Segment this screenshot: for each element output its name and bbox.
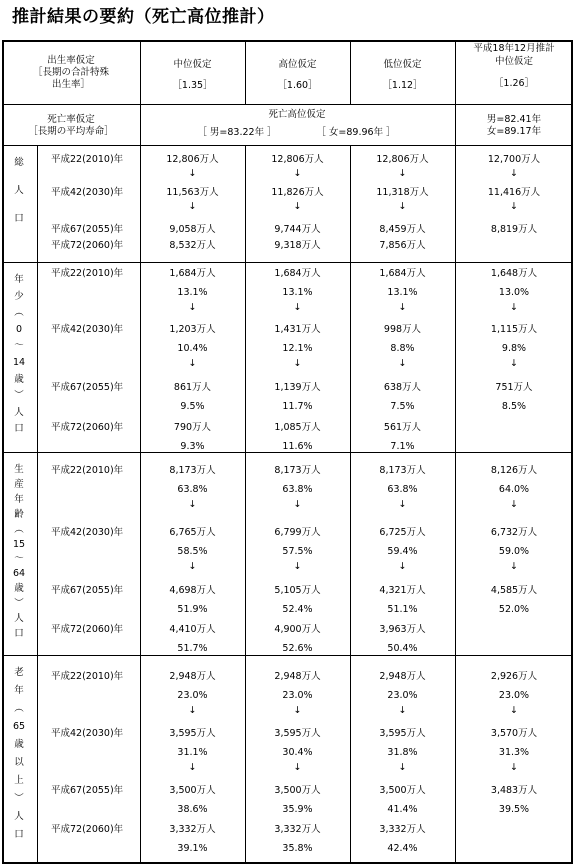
share-value-ref: 64.0% bbox=[498, 484, 530, 495]
arrow-down: ↓ bbox=[293, 168, 302, 179]
arrow-down: ↓ bbox=[293, 358, 302, 369]
share-value-ref: 13.0% bbox=[498, 287, 530, 298]
reference-mortality-female: 女=89.17年 bbox=[486, 126, 542, 137]
col-divider-section bbox=[37, 145, 38, 862]
population-value-ref: 751万人 bbox=[495, 382, 533, 393]
share-value-high: 11.6% bbox=[282, 441, 313, 452]
section-label-char: ︶ bbox=[14, 793, 24, 804]
share-value-ref: 52.0% bbox=[498, 604, 530, 615]
population-value-low: 4,321万人 bbox=[379, 585, 426, 596]
share-value-medium: 38.6% bbox=[177, 804, 208, 815]
section-label-char: 年 bbox=[14, 274, 24, 285]
section-label-char: 口 bbox=[14, 213, 24, 224]
reference-value: ［1.26］ bbox=[493, 78, 535, 89]
section-label-char: ︶ bbox=[14, 390, 24, 402]
section-label-char: ～ bbox=[14, 340, 24, 352]
value-medium: 9,058万人 bbox=[169, 224, 216, 235]
arrow-down: ↓ bbox=[510, 705, 518, 716]
arrow-down: ↓ bbox=[398, 499, 407, 510]
value-high: 9,318万人 bbox=[274, 240, 321, 251]
year-label: 平成72(2060)年 bbox=[51, 422, 124, 433]
population-value-high: 5,105万人 bbox=[274, 585, 321, 596]
arrow-down: ↓ bbox=[510, 561, 518, 572]
section-label-char: 歳 bbox=[14, 583, 24, 595]
share-value-medium: 63.8% bbox=[177, 484, 208, 495]
mortality-male: ［ 男=83.22年 ］ bbox=[197, 127, 277, 138]
document-title: 推計結果の要約（死亡高位推計） bbox=[12, 7, 275, 27]
value-low: 8,459万人 bbox=[379, 224, 426, 235]
mortality-assumption-label-2: ［長期の平均寿命］ bbox=[28, 126, 114, 137]
section-label-char: 少 bbox=[14, 290, 24, 302]
share-value-high: 63.8% bbox=[282, 484, 313, 495]
section-label-char: ︵ bbox=[14, 523, 24, 535]
section-label-char: ︵ bbox=[14, 703, 24, 714]
share-value-high: 12.1% bbox=[282, 343, 313, 354]
section-label-char: 人 bbox=[14, 811, 24, 822]
section-label-char: 15 bbox=[12, 538, 26, 550]
arrow-down: ↓ bbox=[510, 302, 518, 313]
section-label-char: 0 bbox=[15, 323, 23, 335]
section-label-char: 14 bbox=[12, 356, 26, 368]
share-value-ref: 9.8% bbox=[501, 343, 527, 354]
section-label-char: 年 bbox=[14, 685, 24, 696]
share-value-medium: 51.7% bbox=[177, 643, 208, 654]
year-label: 平成67(2055)年 bbox=[51, 785, 124, 796]
population-value-high: 1,431万人 bbox=[274, 324, 321, 335]
table-border-top bbox=[2, 40, 573, 42]
section-label-char: 齢 bbox=[14, 508, 24, 520]
arrow-down: ↓ bbox=[188, 561, 197, 572]
scenario-label-low: 低位仮定 bbox=[383, 59, 422, 70]
share-value-low: 7.5% bbox=[390, 401, 415, 412]
population-value-low: 1,684万人 bbox=[379, 268, 426, 279]
share-value-low: 23.0% bbox=[387, 690, 418, 701]
arrow-down: ↓ bbox=[293, 705, 302, 716]
section-divider-3 bbox=[2, 655, 573, 656]
mortality-female: ［ 女=89.96年 ］ bbox=[316, 127, 396, 138]
share-value-low: 8.8% bbox=[390, 343, 415, 354]
table-border-right bbox=[571, 40, 573, 862]
section-label-char: 65 bbox=[12, 721, 26, 732]
birth-assumption-label-3: 出生率］ bbox=[51, 79, 91, 90]
table-border-left bbox=[2, 40, 4, 862]
share-value-high: 30.4% bbox=[282, 747, 313, 758]
share-value-low: 51.1% bbox=[387, 604, 418, 615]
population-value-medium: 6,765万人 bbox=[169, 527, 216, 538]
share-value-low: 13.1% bbox=[387, 287, 418, 298]
arrow-down: ↓ bbox=[510, 168, 518, 179]
share-value-high: 52.6% bbox=[282, 643, 313, 654]
arrow-down: ↓ bbox=[398, 358, 407, 369]
value-low: 12,806万人 bbox=[376, 154, 429, 165]
share-value-high: 57.5% bbox=[282, 546, 313, 557]
mortality-high-label: 死亡高位仮定 bbox=[268, 109, 326, 120]
arrow-down: ↓ bbox=[188, 168, 197, 179]
population-value-high: 1,139万人 bbox=[274, 382, 321, 393]
population-value-ref: 8,126万人 bbox=[490, 465, 538, 476]
arrow-down: ↓ bbox=[188, 705, 197, 716]
section-label-char: ︵ bbox=[14, 307, 24, 319]
year-label: 平成22(2010)年 bbox=[51, 465, 124, 476]
scenario-value-medium: ［1.35］ bbox=[172, 80, 213, 91]
share-value-medium: 31.1% bbox=[177, 747, 208, 758]
value-ref: 12,700万人 bbox=[487, 154, 541, 165]
share-value-medium: 9.5% bbox=[180, 401, 205, 412]
section-label-char: 産 bbox=[14, 478, 24, 490]
reference-mortality-male: 男=82.41年 bbox=[486, 114, 542, 125]
scenario-label-high: 高位仮定 bbox=[278, 59, 317, 70]
col-divider-high bbox=[350, 145, 351, 862]
share-value-medium: 10.4% bbox=[177, 343, 208, 354]
header-divider-1 bbox=[2, 104, 573, 105]
population-value-high: 1,684万人 bbox=[274, 268, 321, 279]
reference-sublabel: 中位仮定 bbox=[494, 56, 534, 67]
share-value-low: 63.8% bbox=[387, 484, 418, 495]
arrow-down: ↓ bbox=[510, 201, 518, 212]
arrow-down: ↓ bbox=[188, 201, 197, 212]
arrow-down: ↓ bbox=[510, 358, 518, 369]
section-label-char: 総 bbox=[14, 157, 24, 168]
population-value-ref: 1,115万人 bbox=[490, 324, 538, 335]
year-label: 平成72(2060)年 bbox=[51, 240, 124, 251]
share-value-ref: 39.5% bbox=[498, 804, 530, 815]
section-label-char: 老 bbox=[14, 667, 24, 678]
value-low: 11,318万人 bbox=[376, 187, 429, 198]
value-ref: 8,819万人 bbox=[490, 224, 538, 235]
arrow-down: ↓ bbox=[293, 561, 302, 572]
value-medium: 11,563万人 bbox=[166, 187, 219, 198]
population-value-low: 3,332万人 bbox=[379, 824, 426, 835]
section-label-char: 人 bbox=[14, 185, 24, 196]
population-value-medium: 4,410万人 bbox=[169, 624, 216, 635]
section-label-char: 64 bbox=[12, 568, 26, 580]
population-value-medium: 861万人 bbox=[173, 382, 212, 393]
value-medium: 12,806万人 bbox=[166, 154, 219, 165]
col-divider-med bbox=[245, 145, 246, 862]
population-value-medium: 3,332万人 bbox=[169, 824, 216, 835]
population-value-medium: 1,203万人 bbox=[169, 324, 216, 335]
population-value-low: 2,948万人 bbox=[379, 671, 426, 682]
population-value-medium: 4,698万人 bbox=[169, 585, 216, 596]
year-label: 平成67(2055)年 bbox=[51, 382, 124, 393]
population-value-low: 3,500万人 bbox=[379, 785, 426, 796]
value-medium: 8,532万人 bbox=[169, 240, 216, 251]
year-label: 平成67(2055)年 bbox=[51, 585, 124, 596]
share-value-medium: 9.3% bbox=[180, 441, 205, 452]
population-value-low: 561万人 bbox=[383, 422, 422, 433]
population-value-low: 3,595万人 bbox=[379, 728, 426, 739]
section-divider-1 bbox=[2, 262, 573, 263]
section-label-char: 人 bbox=[14, 406, 24, 418]
arrow-down: ↓ bbox=[188, 762, 197, 773]
section-label-char: 口 bbox=[14, 423, 24, 435]
population-value-high: 1,085万人 bbox=[274, 422, 321, 433]
year-label: 平成72(2060)年 bbox=[51, 624, 124, 635]
population-value-medium: 1,684万人 bbox=[169, 268, 216, 279]
share-value-low: 41.4% bbox=[387, 804, 418, 815]
section-label-char: 歳 bbox=[14, 739, 24, 750]
year-label: 平成22(2010)年 bbox=[51, 154, 124, 165]
population-value-ref: 2,926万人 bbox=[490, 671, 538, 682]
population-value-medium: 790万人 bbox=[173, 422, 212, 433]
population-value-medium: 3,595万人 bbox=[169, 728, 216, 739]
section-label-0 bbox=[12, 157, 26, 241]
col-divider-low bbox=[455, 40, 456, 862]
arrow-down: ↓ bbox=[398, 762, 407, 773]
section-label-char: 人 bbox=[14, 613, 24, 625]
section-label-2 bbox=[12, 464, 26, 643]
share-value-high: 35.9% bbox=[282, 804, 313, 815]
share-value-high: 52.4% bbox=[282, 604, 313, 615]
arrow-down: ↓ bbox=[293, 302, 302, 313]
year-label: 平成42(2030)年 bbox=[51, 187, 124, 198]
arrow-down: ↓ bbox=[293, 201, 302, 212]
year-label: 平成22(2010)年 bbox=[51, 671, 124, 682]
value-low: 7,856万人 bbox=[379, 240, 426, 251]
scenario-value-high: ［1.60］ bbox=[277, 80, 318, 91]
reference-label: 平成18年12月推計 bbox=[473, 43, 555, 54]
header-divider-2 bbox=[2, 145, 573, 146]
share-value-medium: 13.1% bbox=[177, 287, 208, 298]
section-label-char: 以 bbox=[14, 757, 24, 768]
arrow-down: ↓ bbox=[293, 499, 302, 510]
col-divider-year bbox=[140, 40, 141, 862]
share-value-ref: 59.0% bbox=[498, 546, 530, 557]
col-divider-med-header bbox=[245, 40, 246, 104]
share-value-low: 31.8% bbox=[387, 747, 418, 758]
arrow-down: ↓ bbox=[398, 302, 407, 313]
population-value-ref: 3,570万人 bbox=[490, 728, 538, 739]
population-value-medium: 3,500万人 bbox=[169, 785, 216, 796]
share-value-high: 35.8% bbox=[282, 843, 313, 854]
section-label-char: 口 bbox=[14, 829, 24, 840]
arrow-down: ↓ bbox=[398, 168, 407, 179]
share-value-ref: 23.0% bbox=[498, 690, 530, 701]
share-value-low: 50.4% bbox=[387, 643, 418, 654]
share-value-medium: 51.9% bbox=[177, 604, 208, 615]
year-label: 平成42(2030)年 bbox=[51, 527, 124, 538]
share-value-low: 7.1% bbox=[390, 441, 415, 452]
population-value-high: 6,799万人 bbox=[274, 527, 321, 538]
arrow-down: ↓ bbox=[398, 705, 407, 716]
population-value-high: 8,173万人 bbox=[274, 465, 321, 476]
share-value-high: 23.0% bbox=[282, 690, 313, 701]
scenario-label-medium: 中位仮定 bbox=[173, 59, 212, 70]
population-value-high: 4,900万人 bbox=[274, 624, 321, 635]
arrow-down: ↓ bbox=[398, 201, 407, 212]
population-value-high: 3,332万人 bbox=[274, 824, 321, 835]
share-value-medium: 58.5% bbox=[177, 546, 208, 557]
share-value-low: 59.4% bbox=[387, 546, 418, 557]
section-label-char: 年 bbox=[14, 493, 24, 505]
population-value-medium: 2,948万人 bbox=[169, 671, 216, 682]
year-label: 平成42(2030)年 bbox=[51, 324, 124, 335]
year-label: 平成22(2010)年 bbox=[51, 268, 124, 279]
population-value-high: 2,948万人 bbox=[274, 671, 321, 682]
section-label-char: 上 bbox=[14, 775, 24, 786]
arrow-down: ↓ bbox=[188, 358, 197, 369]
population-value-low: 638万人 bbox=[383, 382, 422, 393]
section-label-char: ︶ bbox=[14, 598, 24, 610]
value-ref: 11,416万人 bbox=[487, 187, 541, 198]
arrow-down: ↓ bbox=[510, 762, 518, 773]
population-value-high: 3,500万人 bbox=[274, 785, 321, 796]
population-value-ref: 6,732万人 bbox=[490, 527, 538, 538]
section-label-char: ～ bbox=[14, 553, 24, 565]
share-value-medium: 23.0% bbox=[177, 690, 208, 701]
arrow-down: ↓ bbox=[510, 499, 518, 510]
population-value-high: 3,595万人 bbox=[274, 728, 321, 739]
year-label: 平成67(2055)年 bbox=[51, 224, 124, 235]
population-value-low: 998万人 bbox=[383, 324, 422, 335]
year-label: 平成42(2030)年 bbox=[51, 728, 124, 739]
population-value-low: 6,725万人 bbox=[379, 527, 426, 538]
year-label: 平成72(2060)年 bbox=[51, 824, 124, 835]
share-value-ref: 31.3% bbox=[498, 747, 530, 758]
arrow-down: ↓ bbox=[188, 302, 197, 313]
birth-assumption-label: 出生率仮定 bbox=[47, 55, 95, 66]
arrow-down: ↓ bbox=[398, 561, 407, 572]
col-divider-high-header bbox=[350, 40, 351, 104]
arrow-down: ↓ bbox=[188, 499, 197, 510]
value-high: 12,806万人 bbox=[271, 154, 324, 165]
population-value-ref: 3,483万人 bbox=[490, 785, 538, 796]
population-value-ref: 1,648万人 bbox=[490, 268, 538, 279]
population-value-medium: 8,173万人 bbox=[169, 465, 216, 476]
population-value-ref: 4,585万人 bbox=[490, 585, 538, 596]
section-label-char: 生 bbox=[14, 464, 24, 475]
value-high: 11,826万人 bbox=[271, 187, 324, 198]
mortality-assumption-label: 死亡率仮定 bbox=[47, 114, 95, 125]
section-label-3 bbox=[12, 667, 26, 847]
birth-assumption-label-2: ［長期の合計特殊 bbox=[32, 67, 110, 78]
share-value-medium: 39.1% bbox=[177, 843, 208, 854]
section-label-char: 口 bbox=[14, 627, 24, 639]
share-value-ref: 8.5% bbox=[501, 401, 527, 412]
share-value-high: 13.1% bbox=[282, 287, 313, 298]
population-value-low: 8,173万人 bbox=[379, 465, 426, 476]
share-value-high: 11.7% bbox=[282, 401, 313, 412]
share-value-low: 42.4% bbox=[387, 843, 418, 854]
section-label-char: 歳 bbox=[14, 373, 24, 385]
value-high: 9,744万人 bbox=[274, 224, 321, 235]
arrow-down: ↓ bbox=[293, 762, 302, 773]
scenario-value-low: ［1.12］ bbox=[382, 80, 423, 91]
section-label-1 bbox=[12, 274, 26, 440]
population-value-low: 3,963万人 bbox=[379, 624, 426, 635]
